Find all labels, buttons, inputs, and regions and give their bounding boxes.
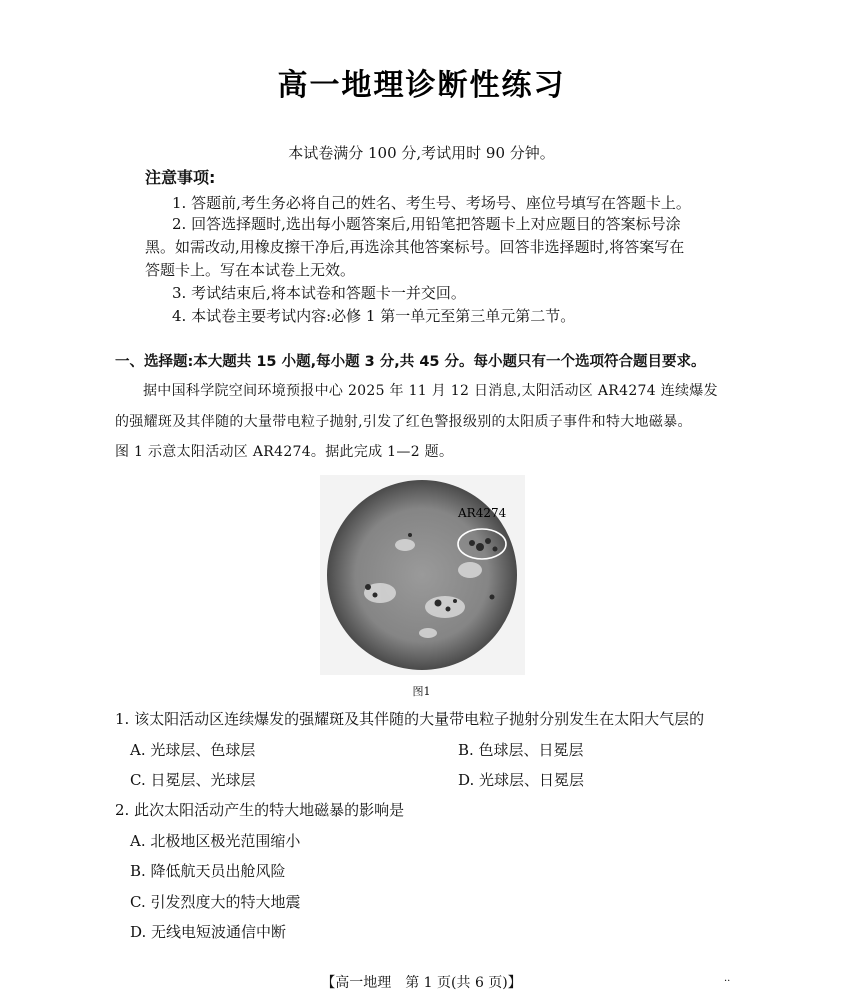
page-title: 高一地理诊断性练习 <box>277 68 566 103</box>
ar-label: AR4274 <box>458 506 507 520</box>
passage-line: 的强耀斑及其伴随的大量带电粒子抛射,引发了红色警报级别的太阳质子事件和特大地磁暴。 <box>115 414 692 430</box>
notice-item: 3. 考试结束后,将本试卷和答题卡一并交回。 <box>172 284 466 302</box>
option: A. 光球层、色球层 <box>130 741 256 759</box>
corner-mark: ·· <box>724 976 731 987</box>
notice-heading: 注意事项: <box>145 168 216 187</box>
option: B. 降低航天员出舱风险 <box>130 862 286 880</box>
option: C. 引发烈度大的特大地震 <box>130 893 301 911</box>
exam-info: 本试卷满分 100 分,考试用时 90 分钟。 <box>288 144 555 162</box>
sun-figure <box>320 475 525 675</box>
option: C. 日冕层、光球层 <box>130 771 256 789</box>
notice-item: 答题卡上。写在本试卷上无效。 <box>145 261 356 279</box>
question-stem: 2. 此次太阳活动产生的特大地磁暴的影响是 <box>115 801 405 819</box>
section-heading: 一、选择题:本大题共 15 小题,每小题 3 分,共 45 分。每小题只有一个选项符合题目要求。 <box>115 354 706 370</box>
notice-item: 黑。如需改动,用橡皮擦干净后,再选涂其他答案标号。回答非选择题时,将答案写在 <box>145 238 685 256</box>
page-footer: 【高一地理 第 1 页(共 6 页)】 <box>321 975 522 991</box>
notice-item: 2. 回答选择题时,选出每小题答案后,用铅笔把答题卡上对应题目的答案标号涂 <box>172 215 681 233</box>
figure-caption: 图1 <box>412 685 431 698</box>
notice-item: 4. 本试卷主要考试内容:必修 1 第一单元至第三单元第二节。 <box>172 307 576 325</box>
sun-image <box>320 475 525 675</box>
option: A. 北极地区极光范围缩小 <box>130 832 301 850</box>
option: D. 无线电短波通信中断 <box>130 923 287 941</box>
question-stem: 1. 该太阳活动区连续爆发的强耀斑及其伴随的大量带电粒子抛射分别发生在太阳大气层的 <box>115 710 705 728</box>
passage-line: 据中国科学院空间环境预报中心 2025 年 11 月 12 日消息,太阳活动区 AR4274 连续爆发 <box>143 383 718 399</box>
option: B. 色球层、日冕层 <box>458 741 584 759</box>
option: D. 光球层、日冕层 <box>458 771 585 789</box>
passage-line: 图 1 示意太阳活动区 AR4274。据此完成 1—2 题。 <box>115 444 454 460</box>
notice-item: 1. 答题前,考生务必将自己的姓名、考生号、考场号、座位号填写在答题卡上。 <box>172 194 691 212</box>
